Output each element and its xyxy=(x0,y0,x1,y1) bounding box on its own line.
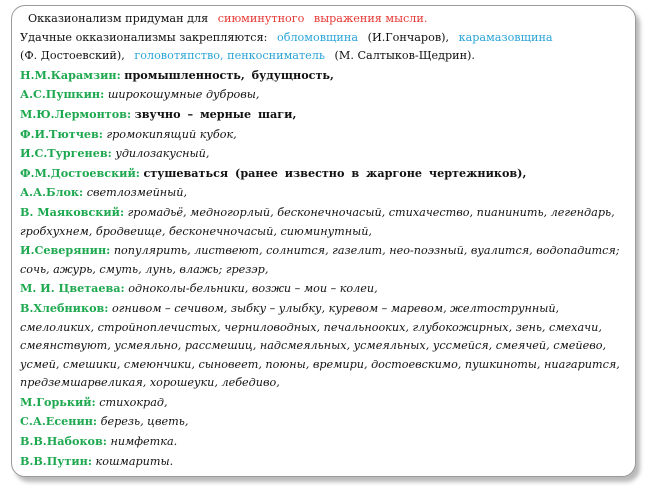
entry-nabokov xyxy=(20,432,635,452)
neologism-list: кошмариты. xyxy=(95,454,174,468)
entry-esenin xyxy=(20,412,635,432)
entry-gorky xyxy=(20,393,635,413)
author-name: И.С.Тургенев: xyxy=(20,146,112,161)
entry-mayakovsky xyxy=(20,203,635,223)
author-name: В.В.Путин: xyxy=(20,453,92,468)
author-name: Н.М.Карамзин: xyxy=(20,67,121,82)
example-word: карамазовщина xyxy=(458,30,553,44)
author-name: В.Хлебников: xyxy=(20,300,109,315)
entry-putin xyxy=(20,452,635,472)
author-name: С.А.Есенин: xyxy=(20,414,98,429)
intro-line-1 xyxy=(20,10,635,29)
neologism-list: нимфетка. xyxy=(110,435,178,449)
neologism-list: усмей, смешики, смеюнчики, сыновеет, поюны, времири, достоевскимо, пушкиноты, ниагарится, xyxy=(20,357,620,371)
neologism-list: смелоликих, стройноплечистых, черниловодных, печальнооких, глубокожирных, зень, смехачи, xyxy=(20,320,602,334)
entry-dostoevsky xyxy=(20,164,635,184)
highlight-word: сиюминутного xyxy=(217,12,305,25)
entry-turgenev xyxy=(20,144,635,164)
neologism-list: звучно – мерные шаги, xyxy=(134,106,297,121)
neologism-list: громокипящий кубок, xyxy=(106,127,237,141)
intro-line-3 xyxy=(20,47,635,66)
author-name: Ф.М.Достоевский: xyxy=(20,165,140,180)
example-word: обломовщина xyxy=(276,30,359,44)
entry-tyutchev xyxy=(20,125,635,145)
intro-line-2 xyxy=(20,29,635,48)
example-word: головотяпство, пенкосниматель xyxy=(134,49,325,63)
neologism-list: громадьё, медногорлый, бесконечночасый, стихачество, пианинить, легендарь, xyxy=(127,205,615,219)
author-name: Ф.И.Тютчев: xyxy=(20,126,103,141)
author-ref: (Ф. Достоевский), xyxy=(20,49,125,63)
author-name: М.Горький: xyxy=(20,394,96,409)
entry-karamzin xyxy=(20,66,635,86)
entry-lermontov xyxy=(20,105,635,125)
author-name: В. Маяковский: xyxy=(20,204,125,219)
neologism-list: удилозакусный, xyxy=(115,147,210,161)
author-name: А.С.Пушкин: xyxy=(20,87,105,102)
neologism-list: стушеваться (ранее известно в жаргоне чертежников), xyxy=(143,165,527,180)
neologism-list: березь, цветь, xyxy=(100,415,189,429)
neologism-list: популярить, листвеют, солнится, газелит, нео-поэзный, вуалится, водопадится; xyxy=(113,244,620,258)
neologism-list: стихокрад, xyxy=(99,395,168,409)
entry-blok xyxy=(20,183,635,203)
neologism-list: предземшарвеликая, хорошеуки, лебедиво, xyxy=(20,376,280,390)
neologism-list: гробхухнем, бродвеище, бесконечночасый, сиюминутный, xyxy=(20,224,372,238)
author-name: М. И. Цветаева: xyxy=(20,281,125,296)
neologism-list: промышленность, будущность, xyxy=(124,67,334,82)
slide-content xyxy=(20,10,635,471)
neologism-list: огнивом – сечивом, зыбку – улыбку, куревом – маревом, желтострунный, xyxy=(112,301,560,315)
author-ref: (И.Гончаров), xyxy=(367,30,450,44)
author-ref: (М. Салтыков-Щедрин). xyxy=(334,49,475,63)
neologism-list: смеянствуют, усмеяльно, рассмешиц, надсмеяльных, усмеяльных, уссмейся, смеячей, смейево, xyxy=(20,339,607,353)
entry-khlebnikov xyxy=(20,299,635,319)
author-name: А.А.Блок: xyxy=(20,185,84,200)
entry-tsvetaeva xyxy=(20,279,635,299)
author-name: И.Северянин: xyxy=(20,243,111,258)
neologism-list: сочь, ажурь, смуть, лунь, влажь; грезэр, xyxy=(20,262,269,276)
intro-text: Удачные окказионализмы закрепляются: xyxy=(20,30,268,44)
author-name: М.Ю.Лермонтов: xyxy=(20,106,132,121)
intro-text: Окказионализм придуман для xyxy=(28,12,209,25)
entry-severyanin xyxy=(20,241,635,261)
author-name: В.В.Набоков: xyxy=(20,434,107,449)
neologism-list: одноколы-бельники, возжи – мои – колеи, xyxy=(128,282,378,296)
neologism-list: широкошумные дубровы, xyxy=(107,88,260,102)
entry-pushkin xyxy=(20,85,635,105)
neologism-list: светлозмейный, xyxy=(86,186,188,200)
highlight-word: выражения мысли. xyxy=(313,12,428,25)
